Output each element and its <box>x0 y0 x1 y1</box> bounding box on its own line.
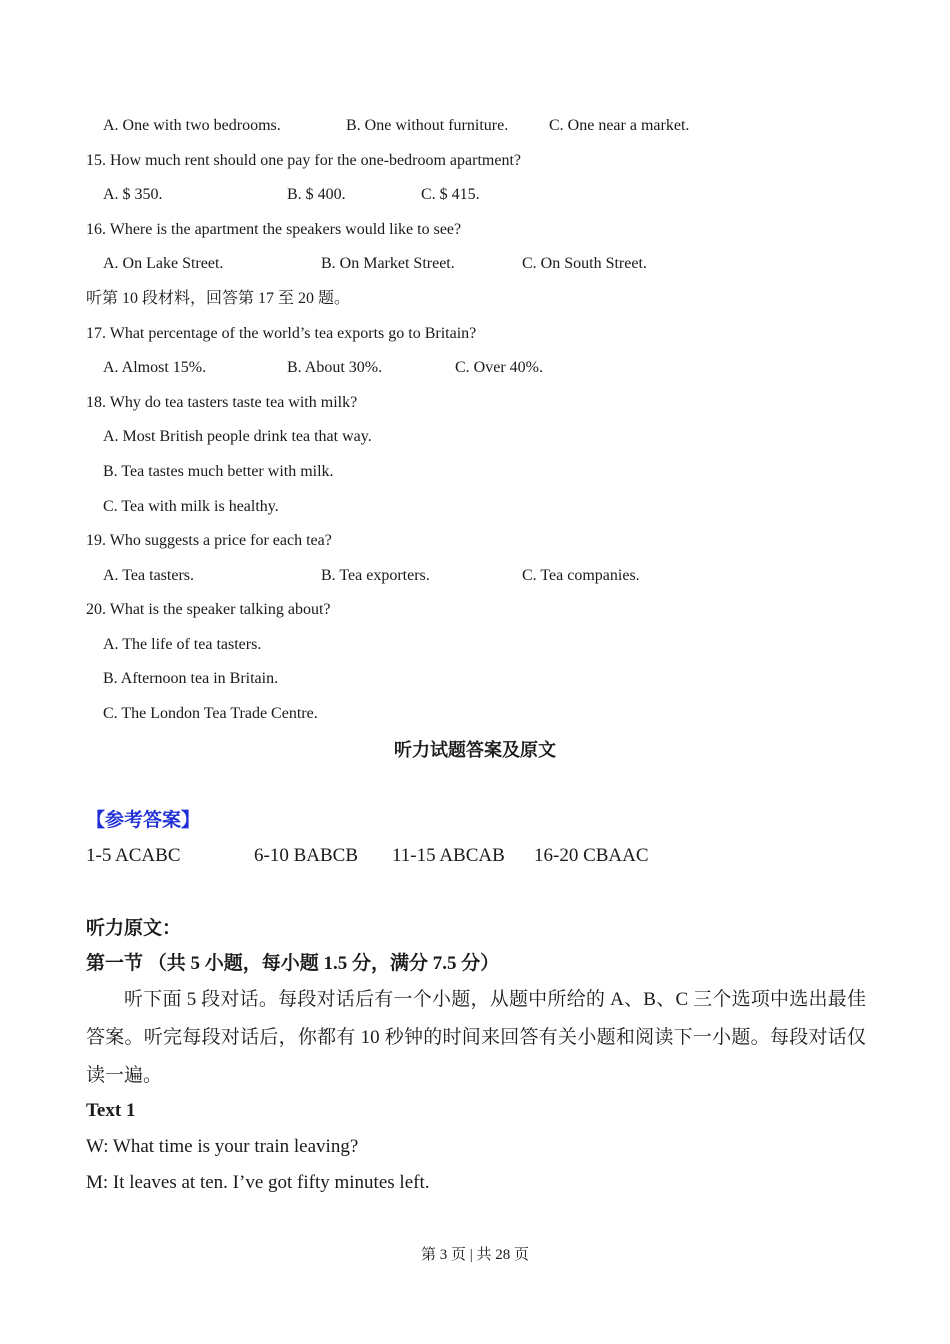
q17-option-b: B. About 30%. <box>287 359 383 376</box>
section10-instruction: 听第 10 段材料，回答第 17 至 20 题。 <box>86 290 351 307</box>
section1-heading: 第一节 （共 5 小题，每小题 1.5 分，满分 7.5 分） <box>86 953 500 974</box>
q17-question: 17. What percentage of the world’s tea exports go to Britain? <box>86 325 477 342</box>
section1-instruction: 听下面 5 段对话。每段对话后有一个小题，从题中所给的 A、B、C 三个选项中选出最佳答案。听完每段对话后，你都有 10 秒钟的时间来回答有关小题和阅读下一小题。每段对话仅读一遍。 <box>86 989 866 1086</box>
q15-option-a: A. $ 350. <box>103 186 163 203</box>
q17-option-c: C. Over 40%. <box>455 359 543 376</box>
text1-line-1: W: What time is your train leaving? <box>86 1136 359 1157</box>
q16-option-a: A. On Lake Street. <box>103 255 224 272</box>
answers-title: 听力试题答案及原文 <box>394 740 556 760</box>
q20-question: 20. What is the speaker talking about? <box>86 601 331 618</box>
q17-option-a: A. Almost 15%. <box>103 359 207 376</box>
q16-option-b: B. On Market Street. <box>321 255 455 272</box>
q19-option-c: C. Tea companies. <box>522 567 640 584</box>
answer-group-1: 1-5 ACABC <box>86 845 181 866</box>
q20-option-c: C. The London Tea Trade Centre. <box>103 705 318 722</box>
q15-question: 15. How much rent should one pay for the one-bedroom apartment? <box>86 152 521 169</box>
q19-option-b: B. Tea exporters. <box>321 567 430 584</box>
text1-label: Text 1 <box>86 1100 136 1121</box>
q15-option-c: C. $ 415. <box>421 186 480 203</box>
text1-line-2: M: It leaves at ten. I’ve got fifty minutes left. <box>86 1172 430 1193</box>
transcript-heading: 听力原文： <box>86 918 182 939</box>
q14-option-b: B. One without furniture. <box>346 117 509 134</box>
q14-option-a: A. One with two bedrooms. <box>103 117 281 134</box>
q19-option-a: A. Tea tasters. <box>103 567 194 584</box>
q18-question: 18. Why do tea tasters taste tea with milk? <box>86 394 358 411</box>
q15-option-b: B. $ 400. <box>287 186 346 203</box>
answer-group-4: 16-20 CBAAC <box>534 845 649 866</box>
page-footer: 第 3 页 | 共 28 页 <box>420 1247 529 1263</box>
q16-option-c: C. On South Street. <box>522 255 647 272</box>
answer-group-2: 6-10 BABCB <box>254 845 358 866</box>
q18-option-a: A. Most British people drink tea that way. <box>103 428 372 445</box>
q20-option-a: A. The life of tea tasters. <box>103 636 262 653</box>
q18-option-c: C. Tea with milk is healthy. <box>103 498 279 515</box>
q19-question: 19. Who suggests a price for each tea? <box>86 532 332 549</box>
q14-option-c: C. One near a market. <box>549 117 690 134</box>
reference-answer-label: 【参考答案】 <box>86 810 201 831</box>
q18-option-b: B. Tea tastes much better with milk. <box>103 463 334 480</box>
q16-question: 16. Where is the apartment the speakers would like to see? <box>86 221 462 238</box>
answer-group-3: 11-15 ABCAB <box>392 845 505 866</box>
q20-option-b: B. Afternoon tea in Britain. <box>103 670 279 687</box>
